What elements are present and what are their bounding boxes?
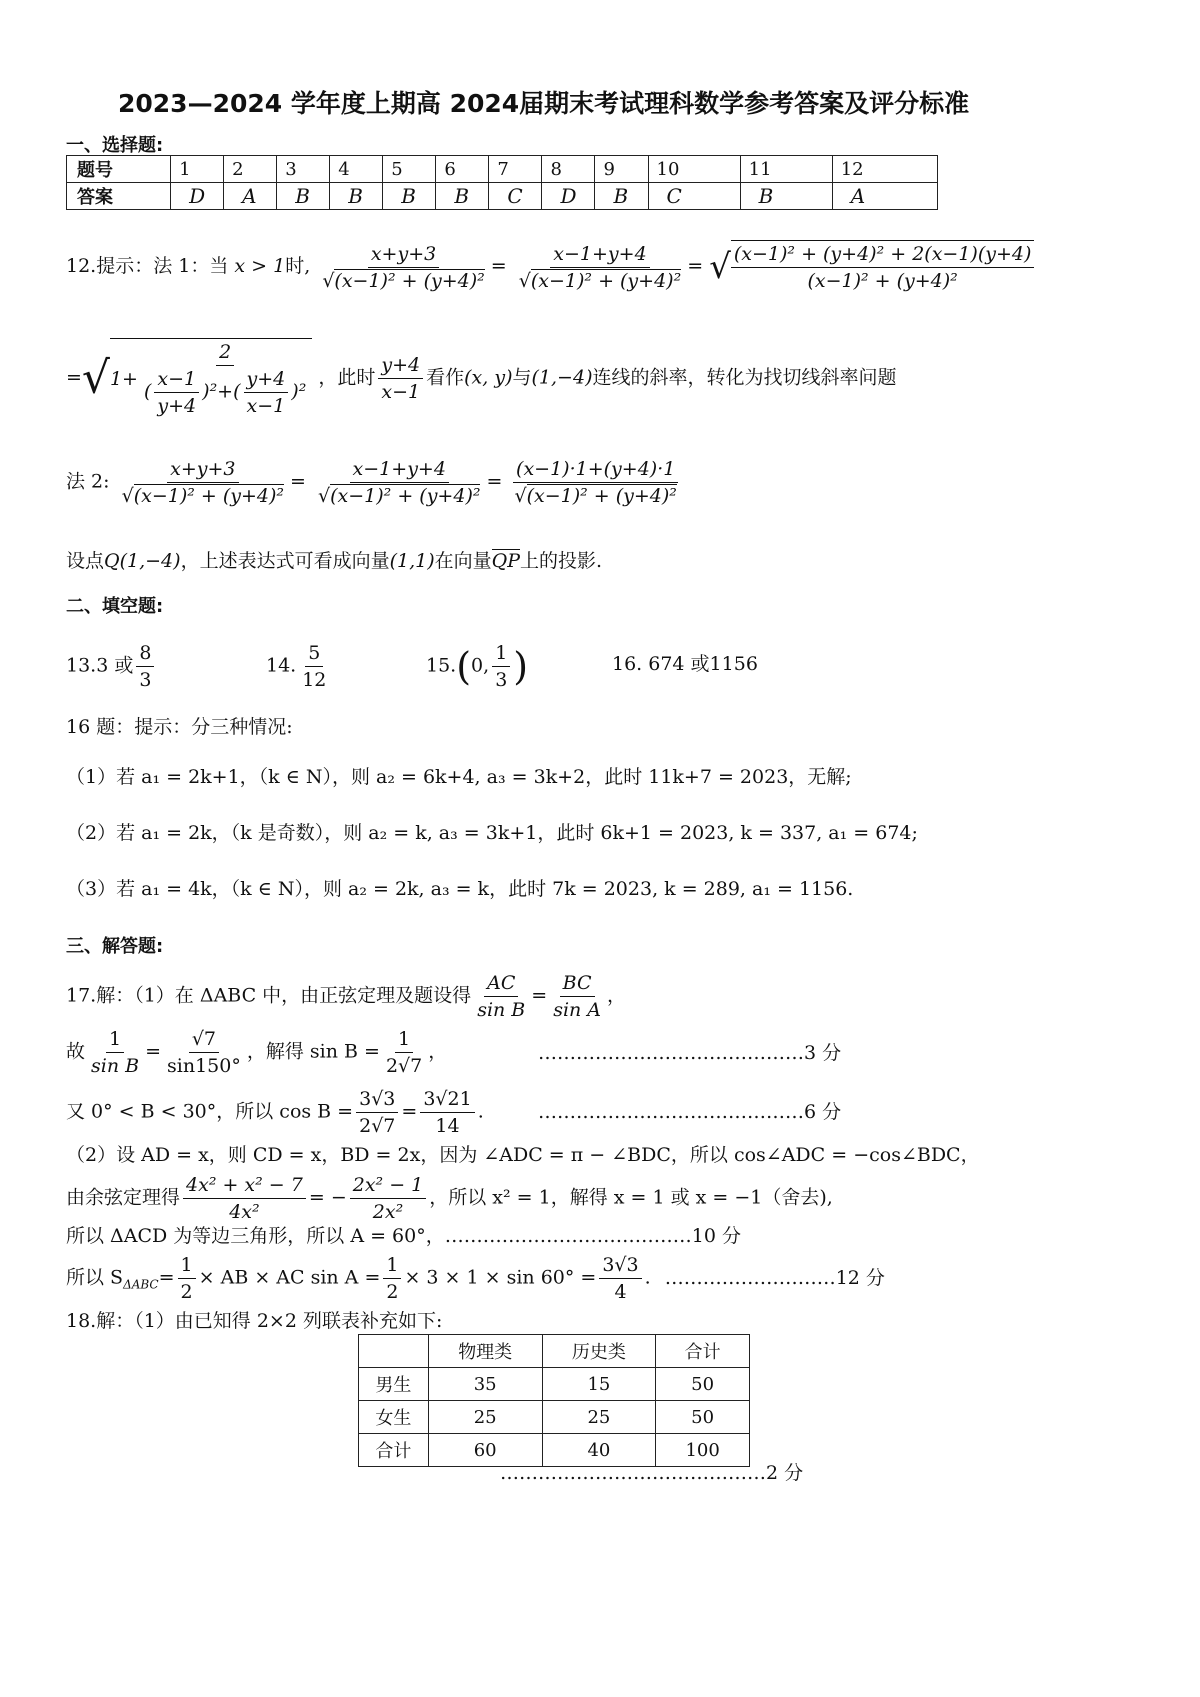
denominator: sin B (477, 999, 526, 1021)
numerator: 1 (492, 640, 510, 667)
text: = − (308, 1186, 347, 1209)
answer-cell: B (277, 183, 330, 210)
denominator: 2√7 (359, 1115, 396, 1137)
vector: (1,1) (389, 550, 435, 572)
fraction (141, 339, 309, 419)
q16-case2: （2）若 a₁ = 2k，（k 是奇数），则 a₂ = k, a₃ = 3k+1，此时 6k+1 = 2023, k = 337, a₁ = 674; (66, 822, 918, 844)
radicand: (x−1)² + (y+4)² (330, 485, 481, 507)
numerator: y+4 (244, 366, 289, 393)
fraction (119, 456, 287, 509)
numerator: (x−1)·1+(y+4)·1 (513, 456, 678, 483)
denominator: √(x−1)² + (y+4)² (322, 269, 485, 292)
question-number: 1 (171, 156, 224, 183)
radicand: (x−1)² + (y+4)² (530, 269, 682, 292)
numerator: 4x² + x² − 7 (183, 1172, 306, 1199)
denominator: x−1 (381, 381, 421, 403)
table-cell: 35 (428, 1368, 542, 1401)
denominator: 2 (180, 1281, 193, 1303)
question-number: 10 (648, 156, 740, 183)
table-cell: 50 (656, 1368, 750, 1401)
text: 13.3 或 (66, 654, 134, 677)
answer-table-number-row (67, 156, 938, 183)
text: 与 (512, 366, 532, 389)
table-cell: 15 (542, 1368, 656, 1401)
denominator: 4x² (229, 1201, 260, 1223)
question-number: 3 (277, 156, 330, 183)
method-label: 法 2: (66, 470, 110, 493)
point: (1,−4) (531, 366, 593, 389)
question-number: 7 (489, 156, 542, 183)
hint12-condition: x > 1 (234, 255, 286, 277)
hint12-method2: 法 2: $\frac{x+y+3}{\text{√(x−1)² + (y+4)²}}$ = $\frac{x-1+y+4}{\text{√(x−1)² + (y+4)²}}$ = $\frac{(x-1)\cdot 1+(y+4)\cdot 1}{\text{√(x−1)² + (y+4)²}}$ (66, 456, 683, 509)
radicand: (x−1)² + (y+4)² (133, 485, 285, 507)
radicand: (x−1)² + (y+4)² (334, 269, 485, 292)
fraction (731, 240, 1035, 294)
answer-cell: C (489, 183, 542, 210)
table-cell: 女生 (359, 1401, 429, 1434)
s17-line7 (66, 1252, 885, 1305)
numerator: 3√3 (356, 1086, 398, 1113)
denominator: ( $\frac{x-1}{y+4}$ )²+( $\frac{y+4}{x-1}$ )² (143, 368, 307, 417)
question-number: 2 (224, 156, 277, 183)
numerator: AC (484, 970, 518, 997)
table-cell: 60 (428, 1434, 542, 1467)
denominator: 2√7 (385, 1055, 423, 1077)
numerator: 1 (178, 1252, 196, 1279)
answer-cell: A (832, 183, 937, 210)
text: × AB × AC sin A = (198, 1266, 381, 1289)
table-cell: 男生 (359, 1368, 429, 1401)
denominator: √(x−1)² + (y+4)² (121, 485, 285, 507)
denominator: 3 (139, 669, 152, 691)
fraction (599, 1252, 641, 1305)
numerator: y+4 (378, 352, 423, 379)
text: × 3 × 1 × sin 60° = (404, 1266, 597, 1289)
text: 所以 S (66, 1266, 124, 1289)
q16-case1: （1）若 a₁ = 2k+1，（k ∈ N），则 a₂ = 6k+4, a₃ = 3k+2，此时 11k+7 = 2023，无解; (66, 766, 852, 788)
text: ，上述表达式可看成向量 (180, 550, 390, 572)
page-title: 2023—2024 学年度上期高 2024届期末考试理科数学参考答案及评分标准 (118, 89, 970, 118)
text: 连线的斜率，转化为找切线斜率问题 (592, 366, 897, 389)
answer-cell: B (436, 183, 489, 210)
answer-cell: A (224, 183, 277, 210)
s17-line4: （2）设 AD = x，则 CD = x，BD = 2x，因为 ∠ADC = π − ∠BDC，所以 cos∠ADC = −cos∠BDC， (66, 1144, 980, 1166)
numerator: 3√21 (420, 1086, 474, 1113)
table-header-cell: 历史类 (542, 1335, 656, 1368)
fraction (550, 970, 604, 1023)
numerator: 8 (136, 640, 154, 667)
question-number: 9 (595, 156, 648, 183)
q16-hint: 16 题：提示：分三种情况: (66, 716, 293, 738)
numerator: 2x² − 1 (350, 1172, 427, 1199)
numerator: x−1+y+4 (350, 456, 449, 483)
answer-table (66, 155, 938, 210)
text: = (158, 1266, 175, 1289)
text: ，所以 x² = 1，解得 x = 1 或 x = −1（舍去), (429, 1186, 833, 1209)
s17-line2: 故 $\frac{1}{\text{sin B}}$ = $\frac{√7}{\sin 150^\circ}$ ，解得 sin B = $\frac{1}{2√7}$ ， (66, 1028, 448, 1077)
text: ， (607, 984, 627, 1007)
question-number: 6 (436, 156, 489, 183)
fraction (420, 1086, 474, 1139)
question-number: 12 (832, 156, 937, 183)
section-heading-choice: 一、选择题: (66, 135, 164, 156)
score-12: ………………………12 分 (664, 1266, 885, 1289)
numerator: 1 (106, 1026, 124, 1053)
answer-cell: D (542, 183, 595, 210)
radicand-one: 1+ (109, 368, 138, 390)
numerator: x+y+3 (167, 456, 238, 483)
q16-case3: （3）若 a₁ = 4k，（k ∈ N），则 a₂ = 2k, a₃ = k，此时 7k = 2023, k = 289, a₁ = 1156. (66, 878, 854, 900)
answer-cell: D (171, 183, 224, 210)
table-header-cell: 合计 (656, 1335, 750, 1368)
text: ，解得 sin B = (246, 1040, 380, 1063)
numerator: 5 (305, 640, 323, 667)
answer-cell: B (330, 183, 383, 210)
answer-cell: B (740, 183, 832, 210)
text: 又 0° < B < 30°，所以 cos B = (66, 1100, 354, 1123)
answer-13 (66, 640, 157, 693)
table-row (359, 1401, 750, 1434)
question-number: 8 (542, 156, 595, 183)
fraction (516, 241, 684, 294)
denominator: √(x−1)² + (y+4)² (518, 269, 682, 292)
hint12-conclusion (66, 548, 602, 574)
numerator: √7 (189, 1026, 219, 1053)
hint12-prefix: 12.提示：法 1：当 (66, 255, 229, 277)
numerator: 2 (216, 339, 234, 366)
text: 17.解：（1）在 ΔABC 中，由正弦定理及题设得 (66, 984, 472, 1007)
numerator: 3√3 (599, 1252, 641, 1279)
table-cell: 100 (656, 1434, 750, 1467)
denominator: 12 (302, 669, 327, 691)
fraction (136, 640, 154, 693)
fraction (356, 1086, 398, 1139)
hint12-line1: 12.提示：法 1：当 x > 1时, $\frac{x+y+3}{\text{√(x−1)² + (y+4)²}}$ = $\frac{x-1+y+4}{\text{√(x−1)² + (y+4)²}}$ = √ $\frac{\text{(x−1)² + (y+4)² + 2(x−1)(y+4)}}{\text{(x−1)² + (y+4)²}}$ (66, 240, 1037, 294)
fraction (299, 640, 329, 693)
table-cell: 25 (428, 1401, 542, 1434)
fraction (164, 1026, 244, 1079)
score-3: ……………………………………3 分 (538, 1042, 842, 1064)
answer-15: 15.(0, $\frac{1}{3}$ ) (426, 642, 529, 691)
text: 0, (471, 654, 490, 677)
fraction (244, 366, 289, 419)
fraction (350, 1172, 427, 1225)
fraction (383, 1252, 401, 1305)
section-heading-solutions: 三、解答题: (66, 936, 164, 957)
numerator: 1 (395, 1026, 413, 1053)
text: 设点 (66, 550, 105, 572)
text: ， (428, 1040, 448, 1063)
s17-line3: 又 0° < B < 30°，所以 cos B = $\frac{3√3}{2√7}$ = $\frac{3√21}{14}$ . (66, 1088, 484, 1137)
numerator: (x−1)² + (y+4)² + 2(x−1)(y+4) (731, 241, 1035, 268)
table-header-row (359, 1335, 750, 1368)
table-cell: 合计 (359, 1434, 429, 1467)
fraction (315, 456, 483, 509)
text: 由余弦定理得 (66, 1186, 181, 1209)
numerator: 1 (383, 1252, 401, 1279)
fraction (492, 640, 510, 693)
s17-line6: 所以 ΔACD 为等边三角形，所以 A = 60°，…………………………………10 分 (66, 1225, 741, 1247)
hint12-cond-suffix: 时, (285, 255, 311, 277)
fraction (183, 1172, 306, 1225)
fraction (378, 352, 423, 405)
denominator: 14 (435, 1115, 460, 1137)
numerator: x−1 (154, 366, 199, 393)
table-header-cell: 物理类 (428, 1335, 542, 1368)
score-6: ……………………………………6 分 (538, 1101, 842, 1123)
denominator: 3 (495, 669, 508, 691)
radicand: (x−1)² + (y+4)² (526, 485, 677, 507)
fraction (319, 241, 487, 294)
denominator: (x−1)² + (y+4)² (807, 270, 958, 292)
answer-14 (266, 640, 332, 693)
score-2: ……………………………………2 分 (500, 1462, 804, 1484)
question-number: 4 (330, 156, 383, 183)
denominator: √(x−1)² + (y+4)² (514, 485, 677, 507)
question-number: 11 (740, 156, 832, 183)
table-row-label: 答案 (67, 183, 171, 210)
subscript: ΔABC (123, 1277, 159, 1292)
fraction (511, 456, 679, 509)
denominator: √(x−1)² + (y+4)² (318, 485, 481, 507)
denominator: 4 (614, 1281, 627, 1303)
denominator: sin150° (167, 1055, 241, 1077)
text: ，此时 (318, 366, 376, 389)
hint12-line2: =√ 1+ 2 ( $\frac{x-1}{y+4}$ )²+( $\frac{y+4}{x-1}$ )² ，此时 $\frac{y+4}{x-1}$ 看作(x, y)与(1,−4)连线的斜率，转化为找切线斜率问题 (66, 338, 897, 419)
table-cell: 40 (542, 1434, 656, 1467)
s17-line5 (66, 1172, 833, 1225)
point: Q(1,−4) (104, 550, 181, 572)
sqrt-sign: √ (709, 247, 731, 287)
numerator: x+y+3 (368, 241, 439, 268)
fraction (88, 1026, 142, 1079)
text: 看作 (426, 366, 465, 389)
text: 在向量 (434, 550, 492, 572)
question-number: 5 (383, 156, 436, 183)
denominator: y+4 (157, 395, 197, 417)
text: 上的投影. (520, 550, 603, 572)
text: 15. (426, 654, 457, 677)
fraction (383, 1026, 425, 1079)
text: . (644, 1266, 651, 1289)
numerator: x−1+y+4 (550, 241, 649, 268)
section-heading-fill: 二、填空题: (66, 596, 164, 617)
radicand (110, 338, 312, 419)
answer-cell: B (595, 183, 648, 210)
table-row (359, 1368, 750, 1401)
fraction (178, 1252, 196, 1305)
text: 故 (66, 1040, 86, 1063)
table-cell: 50 (656, 1401, 750, 1434)
denominator: 2 (386, 1281, 399, 1303)
s18-line1: 18.解：（1）由已知得 2×2 列联表补充如下: (66, 1310, 443, 1332)
denominator: x−1 (246, 395, 286, 417)
denominator: sin A (553, 999, 602, 1021)
fraction (154, 366, 199, 419)
table-row-label: 题号 (67, 156, 171, 183)
vector: QP (491, 550, 521, 572)
numerator: BC (560, 970, 595, 997)
point: (x, y) (464, 366, 513, 389)
table-header-cell (359, 1335, 429, 1368)
text: 14. (266, 654, 297, 677)
answer-cell: C (648, 183, 740, 210)
answer-16: 16. 674 或1156 (612, 653, 758, 675)
denominator: sin B (91, 1055, 140, 1077)
contingency-table (358, 1334, 750, 1467)
answer-table-answer-row (67, 183, 938, 210)
denominator: 2x² (372, 1201, 404, 1223)
text: . (477, 1100, 484, 1123)
answer-cell: B (383, 183, 436, 210)
table-cell: 25 (542, 1401, 656, 1434)
fraction (474, 970, 528, 1023)
s17-line1: 17.解：（1）在 ΔABC 中，由正弦定理及题设得 $\frac{AC}{\text{sin B}}$ = $\frac{BC}{\text{sin A}}$ ， (66, 972, 627, 1021)
sqrt-sign: √ (81, 352, 110, 404)
